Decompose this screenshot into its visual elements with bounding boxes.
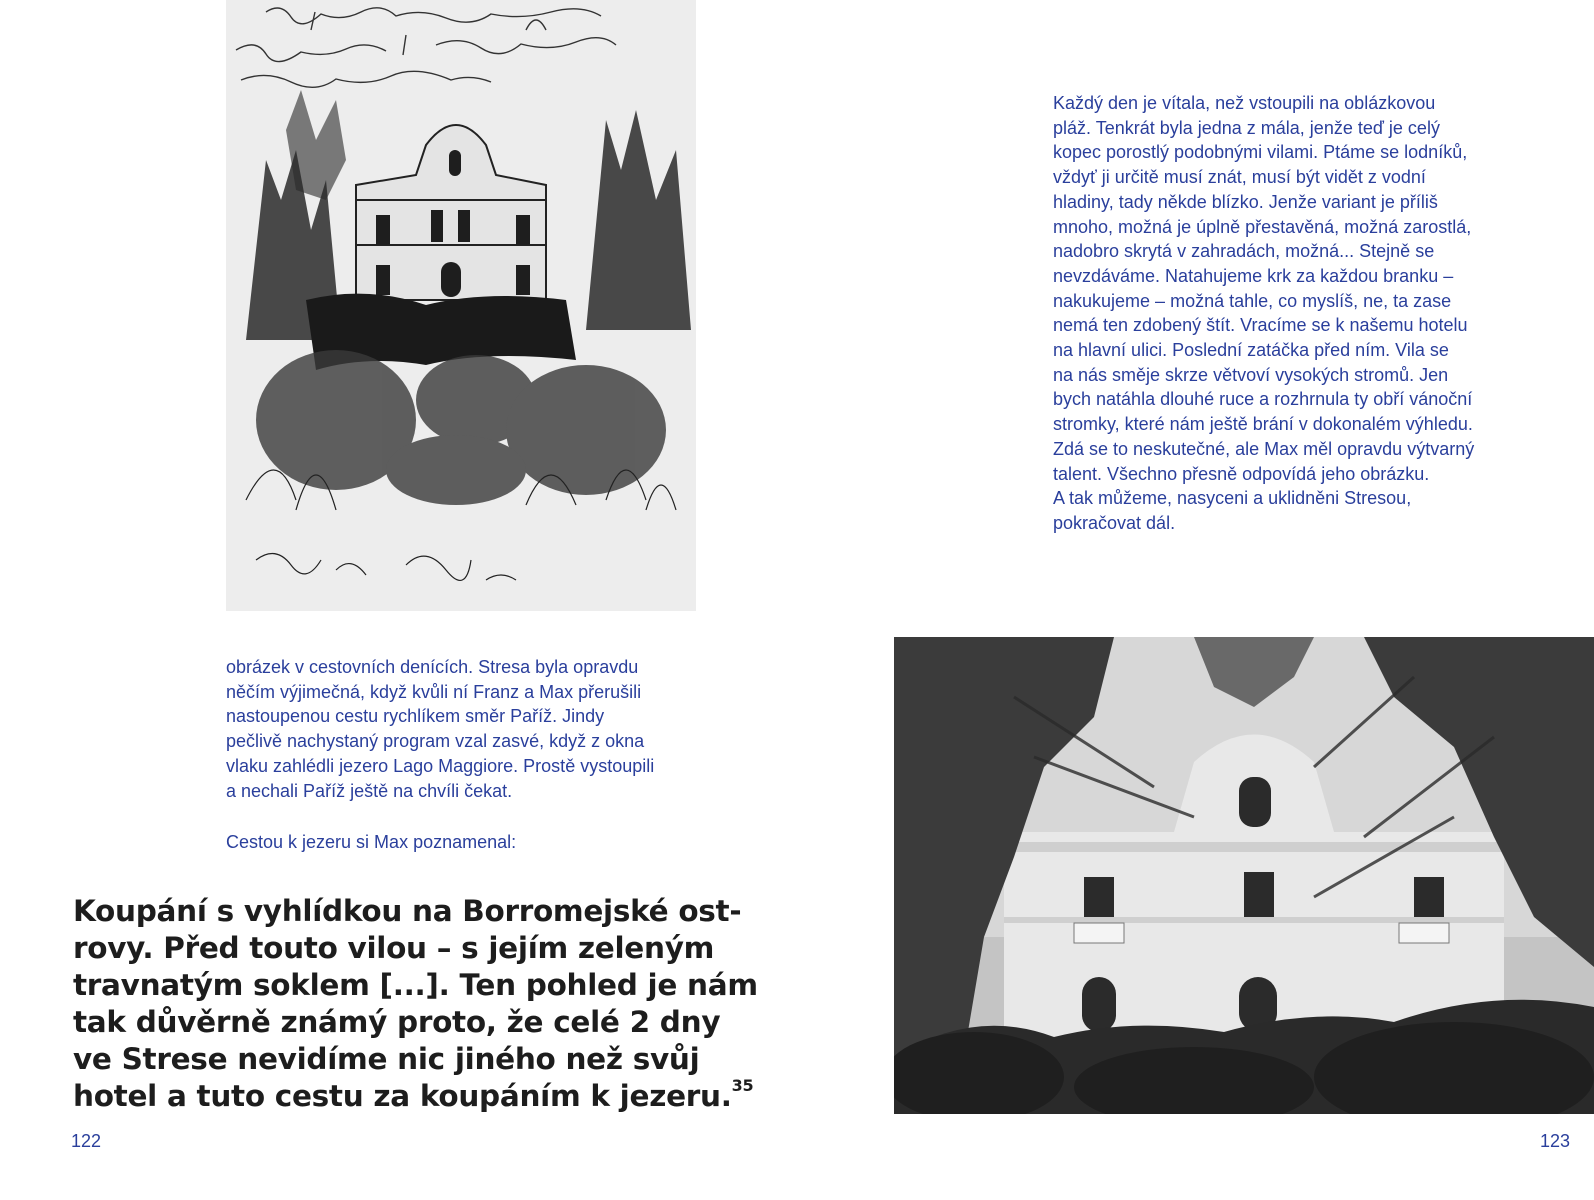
pull-quote	[73, 893, 773, 1115]
villa-photo-image	[894, 637, 1594, 1114]
right-page-paragraph: Každý den je vítala, než vstoupili na oblázkovou pláž. Tenkrát byla jedna z mála, jenže teď je celý kopec porostlý podobnými vilami. Ptáme se lodníků, vždyť ji určitě musí znát, musí být vidět z vodní hladiny, tady někde blízko. Jenže variant je příliš mnoho, možná je úplně přestavěná, možná zarostlá, nadobro skrytá v zahradách, možná... Stejně se nevzdáváme. Natahujeme krk za každou branku – nakukujeme – možná tahle, co myslíš, ne, ta zase nemá ten zdobený štít. Vracíme se k našemu hotelu na hlavní ulici. Poslední zatáčka před ním. Vila se na nás směje skrze větvoví vysokých stromů. Jen bych natáhla dlouhé ruce a rozhrnula ty obří vánoční stromky, které nám ještě brání v dokonalém výhledu. Zdá se to neskutečné, ale Max měl opravdu výtvarný talent. Všechno přesně odpovídá jeho obrázku. A tak můžeme, nasyceni a uklidněni Stresou, pokračovat dál.	[1053, 93, 1475, 533]
quote-intro-caption: Cestou k jezeru si Max poznamenal:	[226, 832, 517, 852]
quote-line: rovy. Před touto vilou – s jejím zeleným	[73, 931, 715, 965]
left-page-paragraph: obrázek v cestovních denících. Stresa byla opravdu něčím výjimečná, když kvůli ní Franz a Max přerušili nastoupenou cestu rychlíkem směr Paříž. Jindy pečlivě nachystaný program vzal zasvé, když z okna vlaku zahlédli jezero Lago Maggiore. Prostě vystoupili a nechali Paříž ještě na chvíli čekat.	[226, 657, 655, 801]
quote-line: Koupání s vyhlídkou na Borromejské ost-	[73, 894, 742, 928]
quote-line: travnatým soklem [...]. Ten pohled je nám	[73, 968, 758, 1002]
quote-line-text: hotel a tuto cestu za koupáním k jezeru.	[73, 1079, 732, 1113]
page-number-right: 123	[1539, 1131, 1570, 1151]
quote-line-last	[73, 1078, 773, 1115]
footnote-marker: 35	[731, 1076, 754, 1095]
villa-sketch-image	[226, 0, 696, 611]
quote-line: tak důvěrně známý proto, že celé 2 dny	[73, 1005, 721, 1039]
quote-line: ve Strese nevidíme nic jiného než svůj	[73, 1042, 700, 1076]
page-number-left: 122	[71, 1131, 102, 1151]
